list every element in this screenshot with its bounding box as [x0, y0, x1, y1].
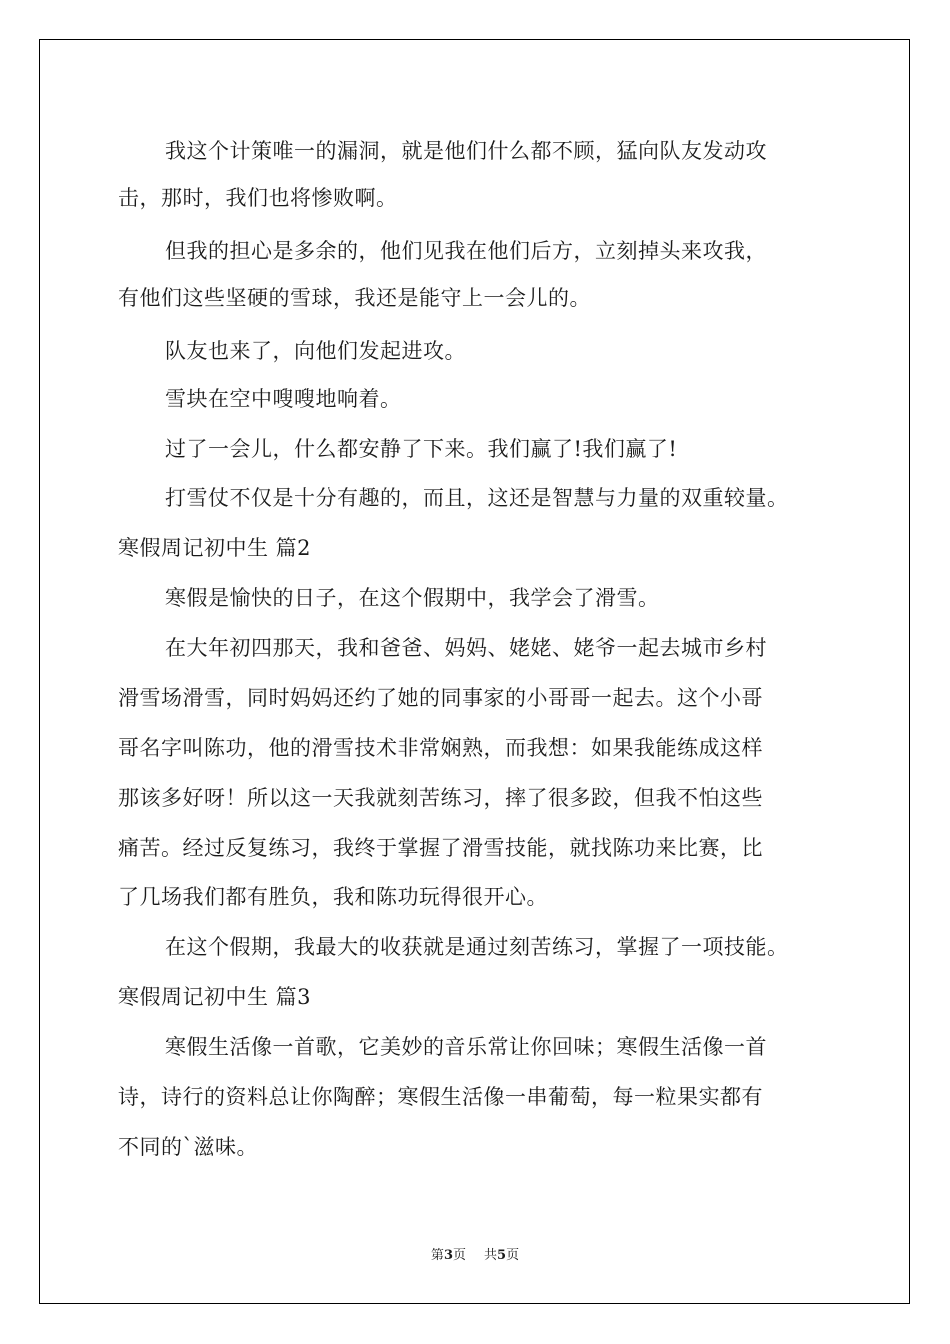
- text-line: 诗，诗行的资料总让你陶醉；寒假生活像一串葡萄，每一粒果实都有: [118, 1085, 763, 1109]
- text-line: 打雪仗不仅是十分有趣的，而且，这还是智慧与力量的双重较量。: [165, 486, 789, 510]
- current-page-number: 3: [443, 1248, 453, 1263]
- section-heading: 寒假周记初中生 篇2: [118, 536, 312, 560]
- total-prefix: 共: [484, 1248, 498, 1263]
- text-line: 寒假生活像一首歌，它美妙的音乐常让你回味；寒假生活像一首: [165, 1035, 767, 1059]
- page-border: [39, 39, 910, 1304]
- text-line: 队友也来了，向他们发起进攻。: [165, 339, 466, 363]
- text-line: 了几场我们都有胜负，我和陈功玩得很开心。: [118, 885, 548, 909]
- section-heading: 寒假周记初中生 篇3: [118, 985, 312, 1009]
- text-line: 不同的`滋味。: [118, 1135, 258, 1159]
- text-line: 痛苦。经过反复练习，我终于掌握了滑雪技能，就找陈功来比赛，比: [118, 836, 763, 860]
- text-line: 在大年初四那天，我和爸爸、妈妈、姥姥、姥爷一起去城市乡村: [165, 636, 767, 660]
- page-footer: [0, 1248, 950, 1264]
- text-line: 寒假是愉快的日子，在这个假期中，我学会了滑雪。: [165, 586, 660, 610]
- page-prefix: 第: [430, 1248, 444, 1263]
- text-line: 有他们这些坚硬的雪球，我还是能守上一会儿的。: [118, 286, 591, 310]
- text-line: 我这个计策唯一的漏洞，就是他们什么都不顾，猛向队友发动攻: [165, 139, 767, 163]
- total-unit: 页: [506, 1248, 520, 1263]
- page-unit: 页: [452, 1248, 466, 1263]
- text-line: 在这个假期，我最大的收获就是通过刻苦练习，掌握了一项技能。: [165, 935, 789, 959]
- text-line: 过了一会儿，什么都安静了下来。我们赢了!我们赢了!: [165, 437, 678, 461]
- text-line: 雪块在空中嗖嗖地响着。: [165, 387, 402, 411]
- text-line: 哥名字叫陈功，他的滑雪技术非常娴熟，而我想：如果我能练成这样: [118, 736, 763, 760]
- text-line: 击，那时，我们也将惨败啊。: [118, 186, 398, 210]
- text-line: 那该多好呀！所以这一天我就刻苦练习，摔了很多跤，但我不怕这些: [118, 786, 763, 810]
- total-page-number: 5: [497, 1248, 507, 1263]
- text-line: 但我的担心是多余的，他们见我在他们后方，立刻掉头来攻我，: [165, 239, 767, 263]
- text-line: 滑雪场滑雪，同时妈妈还约了她的同事家的小哥哥一起去。这个小哥: [118, 686, 763, 710]
